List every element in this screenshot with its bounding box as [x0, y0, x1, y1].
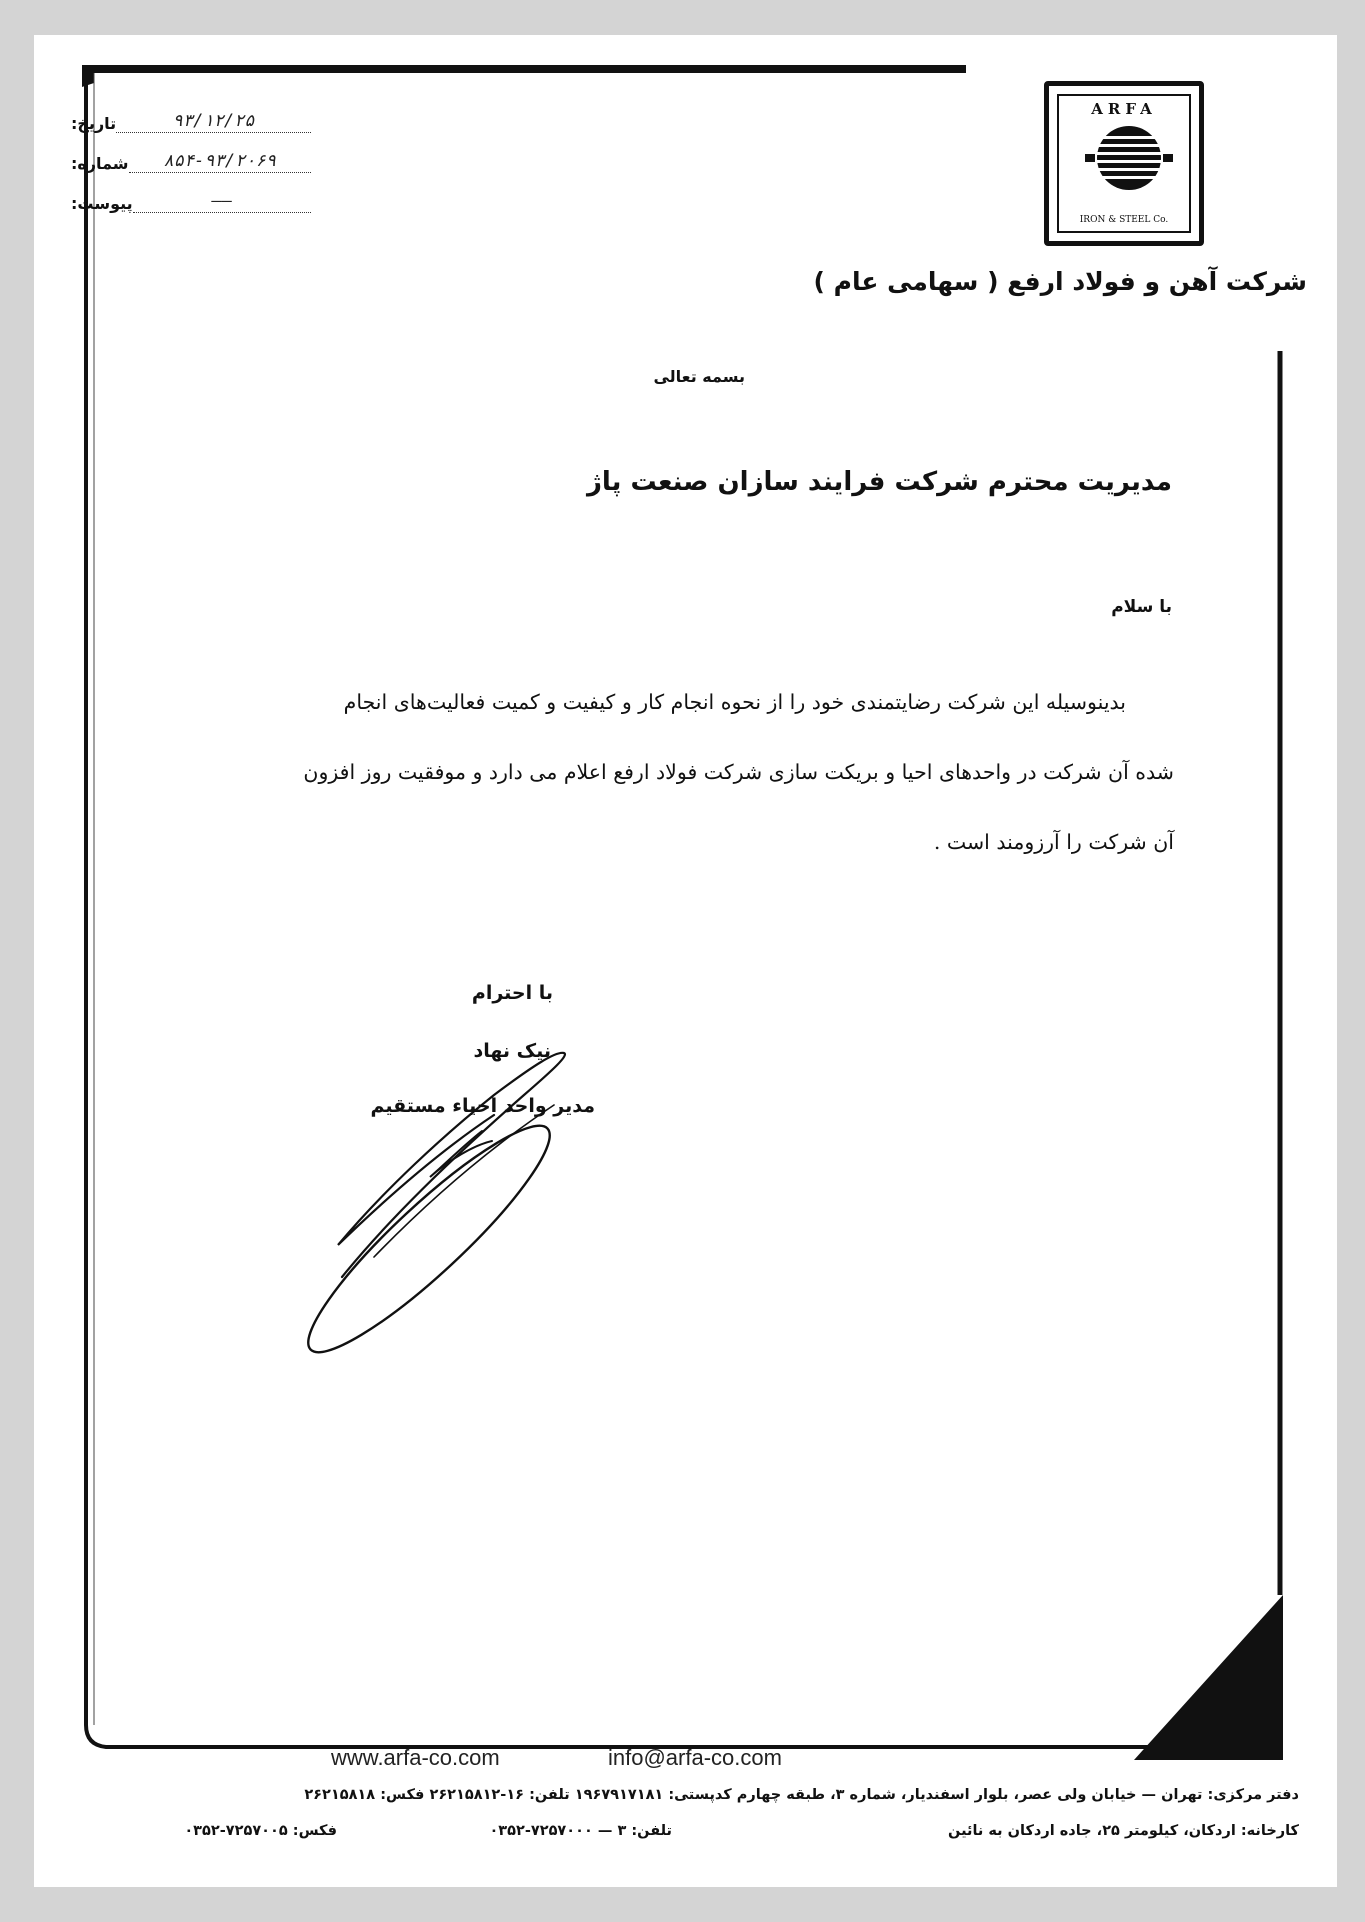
website-link[interactable]: www.arfa-co.com	[331, 1745, 500, 1770]
date-field	[71, 107, 311, 133]
signer-title: مدیر واحد احیاء مستقیم	[370, 1095, 595, 1117]
number-value: ۸۵۴-۹۳/۲۰۶۹	[129, 151, 311, 173]
logo-text-top: ARFA	[1091, 100, 1157, 118]
handwritten-signature	[234, 995, 694, 1375]
logo-text-bottom: IRON & STEEL Co.	[1079, 215, 1169, 225]
date-value: ۹۳/۱۲/۲۵	[116, 111, 311, 133]
body-line-1: بدینوسیله این شرکت رضایتمندی خود را از نحوه انجام کار و کیفیت و کمیت فعالیت‌های انجام	[343, 690, 1126, 714]
factory-fax: فکس: ۷۲۵۷۰۰۵-۰۳۵۲	[184, 1823, 337, 1839]
body-line-2: شده آن شرکت در واحدهای احیا و بریکت سازی شرکت فولاد ارفع اعلام می دارد و موفقیت روز افزون	[303, 760, 1174, 784]
email-link[interactable]: info@arfa-co.com	[608, 1745, 782, 1770]
attachment-field	[71, 187, 311, 213]
factory-phone: تلفن: ۳ — ۷۲۵۷۰۰۰-۰۳۵۲	[489, 1823, 672, 1839]
attachment-label: پیوست:	[71, 194, 133, 213]
letter-sheet	[34, 35, 1337, 1887]
recipient: مدیریت محترم شرکت فرایند سازان صنعت پاژ	[586, 467, 1172, 497]
hq-address: دفتر مرکزی: تهران — خیابان ولی عصر، بلوار اسفندیار، شماره ۳، طبقه چهارم کدپستی: ۱۹۶۷۹۱۷۱۸۱ تلفن: ۱۶-۲۶۲۱۵۸۱۲ فکس: ۲۶۲۱۵۸۱۸	[304, 1787, 1299, 1803]
number-label: شماره:	[71, 154, 129, 173]
letterhead-frame	[34, 35, 1337, 1887]
letter-body	[249, 667, 1174, 877]
number-field	[71, 147, 311, 173]
date-label: تاریخ:	[71, 114, 117, 133]
body-line-3: آن شرکت را آرزومند است .	[933, 830, 1174, 854]
signer-name: نیک نهاد	[473, 1040, 551, 1062]
invocation: بسمه تعالی	[653, 367, 745, 386]
company-name: شرکت آهن و فولاد ارفع ( سهامی عام )	[813, 267, 1307, 296]
company-logo	[1044, 81, 1204, 246]
factory-address: کارخانه: اردکان، کیلومتر ۲۵، جاده اردکان به نائین	[948, 1823, 1299, 1839]
closing: با احترام	[471, 982, 553, 1004]
furnace-icon	[1079, 118, 1179, 198]
greeting: با سلام	[1111, 597, 1172, 617]
attachment-value: ——	[133, 191, 311, 213]
